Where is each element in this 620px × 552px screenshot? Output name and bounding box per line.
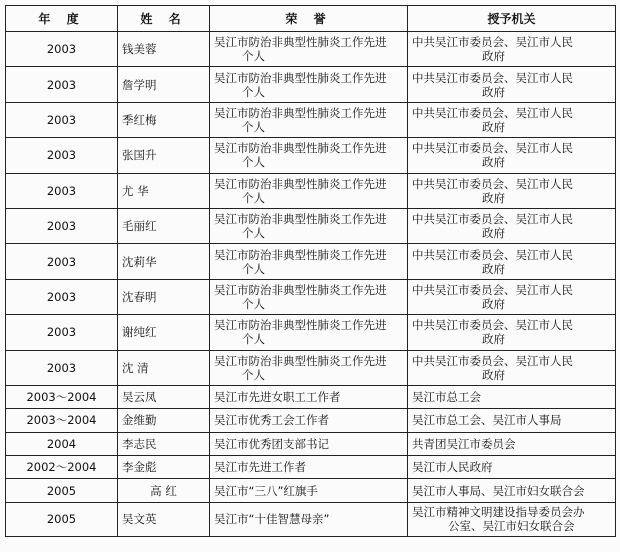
table-row — [6, 315, 616, 350]
cell-name: 尤 华 — [118, 173, 210, 208]
cell-year: 2003 — [6, 102, 118, 137]
cell-name: 季红梅 — [118, 102, 210, 137]
cell-year: 2005 — [6, 479, 118, 502]
org-line-1: 中共吴江市委员会、吴江市人民 — [412, 105, 573, 120]
org-line-2: 政府 — [482, 49, 505, 64]
org-line-2: 政府 — [482, 332, 505, 347]
cell-year: 2002～2004 — [6, 456, 118, 479]
org-line-1: 中共吴江市委员会、吴江市人民 — [412, 318, 573, 333]
cell-year: 2005 — [6, 502, 118, 536]
cell-issuing-authority — [408, 244, 616, 279]
table-row — [6, 432, 616, 455]
cell-honor: 吴江市“三八”红旗手 — [210, 479, 408, 502]
cell-year: 2003 — [6, 315, 118, 350]
honor-line-1: 吴江市防治非典型性肺炎工作先进 — [214, 247, 387, 262]
honor-line-2: 个人 — [242, 261, 265, 276]
cell-issuing-authority — [408, 102, 616, 137]
honor-line-2: 个人 — [242, 119, 265, 134]
honors-table — [5, 5, 616, 537]
org-line-2: 政府 — [482, 226, 505, 241]
cell-name: 谢纯红 — [118, 315, 210, 350]
honor-line-2: 个人 — [242, 49, 265, 64]
cell-issuing-authority: 共青团吴江市委员会 — [408, 432, 616, 455]
cell-issuing-authority: 吴江市总工会、吴江市人事局 — [408, 409, 616, 432]
cell-honor: 吴江市先进女职工工作者 — [210, 385, 408, 408]
honor-line-2: 个人 — [242, 296, 265, 311]
org-line-2: 政府 — [482, 84, 505, 99]
cell-year: 2003 — [6, 244, 118, 279]
table-row — [6, 208, 616, 243]
org-line-2: 政府 — [482, 190, 505, 205]
table-row — [6, 102, 616, 137]
org-line-1: 中共吴江市委员会、吴江市人民 — [412, 353, 573, 368]
org-line-1: 吴江市精神文明建设指导委员会办 — [412, 505, 585, 520]
table-row — [6, 385, 616, 408]
org-line-1: 中共吴江市委员会、吴江市人民 — [412, 141, 573, 156]
honor-line-1: 吴江市防治非典型性肺炎工作先进 — [214, 212, 387, 227]
table-header-row — [6, 6, 616, 32]
cell-honor — [210, 315, 408, 350]
cell-year: 2003 — [6, 32, 118, 67]
cell-year: 2003 — [6, 279, 118, 314]
cell-honor — [210, 67, 408, 102]
cell-year: 2003 — [6, 67, 118, 102]
table-row — [6, 502, 616, 536]
org-line-1: 中共吴江市委员会、吴江市人民 — [412, 176, 573, 191]
cell-name: 沈 清 — [118, 350, 210, 385]
table-row — [6, 456, 616, 479]
cell-issuing-authority: 吴江市人民政府 — [408, 456, 616, 479]
cell-honor: 吴江市优秀工会工作者 — [210, 409, 408, 432]
cell-name: 沈莉华 — [118, 244, 210, 279]
cell-issuing-authority — [408, 173, 616, 208]
table-row — [6, 350, 616, 385]
cell-honor — [210, 138, 408, 173]
cell-honor — [210, 32, 408, 67]
honor-line-2: 个人 — [242, 332, 265, 347]
cell-issuing-authority — [408, 350, 616, 385]
cell-honor — [210, 279, 408, 314]
table-row — [6, 32, 616, 67]
cell-issuing-authority: 吴江市人事局、吴江市妇女联合会 — [408, 479, 616, 502]
org-line-2: 政府 — [482, 296, 505, 311]
honor-line-1: 吴江市防治非典型性肺炎工作先进 — [214, 35, 387, 50]
table-row — [6, 279, 616, 314]
header-year: 年 度 — [6, 6, 118, 32]
cell-name: 金维勤 — [118, 409, 210, 432]
org-line-1: 中共吴江市委员会、吴江市人民 — [412, 212, 573, 227]
cell-issuing-authority — [408, 315, 616, 350]
cell-issuing-authority — [408, 138, 616, 173]
honor-line-2: 个人 — [242, 367, 265, 382]
table-row — [6, 409, 616, 432]
header-name: 姓 名 — [118, 6, 210, 32]
cell-issuing-authority: 吴江市总工会 — [408, 385, 616, 408]
cell-issuing-authority — [408, 502, 616, 536]
cell-honor — [210, 102, 408, 137]
org-line-2: 政府 — [482, 261, 505, 276]
cell-name: 詹学明 — [118, 67, 210, 102]
cell-year: 2003～2004 — [6, 385, 118, 408]
cell-year: 2004 — [6, 432, 118, 455]
table-row — [6, 67, 616, 102]
cell-name: 吴云凤 — [118, 385, 210, 408]
honor-line-2: 个人 — [242, 84, 265, 99]
honor-line-1: 吴江市防治非典型性肺炎工作先进 — [214, 105, 387, 120]
cell-year: 2003 — [6, 173, 118, 208]
cell-honor — [210, 173, 408, 208]
cell-name: 李志民 — [118, 432, 210, 455]
cell-honor: 吴江市先进工作者 — [210, 456, 408, 479]
org-line-2: 政府 — [482, 367, 505, 382]
honor-line-2: 个人 — [242, 155, 265, 170]
honor-line-2: 个人 — [242, 190, 265, 205]
table-row — [6, 244, 616, 279]
cell-honor: 吴江市“十佳智慧母亲” — [210, 502, 408, 536]
honor-line-2: 个人 — [242, 226, 265, 241]
cell-name: 毛丽红 — [118, 208, 210, 243]
cell-name: 李金彪 — [118, 456, 210, 479]
org-line-1: 中共吴江市委员会、吴江市人民 — [412, 70, 573, 85]
cell-issuing-authority — [408, 32, 616, 67]
honor-line-1: 吴江市防治非典型性肺炎工作先进 — [214, 70, 387, 85]
cell-year: 2003～2004 — [6, 409, 118, 432]
header-issuing-authority: 授予机关 — [408, 6, 616, 32]
cell-year: 2003 — [6, 350, 118, 385]
cell-name: 钱美蓉 — [118, 32, 210, 67]
org-line-2: 公室、吴江市妇女联合会 — [448, 519, 575, 534]
cell-name: 沈春明 — [118, 279, 210, 314]
cell-year: 2003 — [6, 208, 118, 243]
cell-name: 张国升 — [118, 138, 210, 173]
honor-line-1: 吴江市防治非典型性肺炎工作先进 — [214, 318, 387, 333]
table-row — [6, 479, 616, 502]
cell-name: 高 红 — [118, 479, 210, 502]
cell-name: 吴文英 — [118, 502, 210, 536]
cell-honor — [210, 208, 408, 243]
honor-line-1: 吴江市防治非典型性肺炎工作先进 — [214, 282, 387, 297]
cell-honor — [210, 244, 408, 279]
org-line-1: 中共吴江市委员会、吴江市人民 — [412, 35, 573, 50]
table-row — [6, 173, 616, 208]
honor-line-1: 吴江市防治非典型性肺炎工作先进 — [214, 353, 387, 368]
org-line-1: 中共吴江市委员会、吴江市人民 — [412, 282, 573, 297]
org-line-1: 中共吴江市委员会、吴江市人民 — [412, 247, 573, 262]
cell-honor: 吴江市优秀团支部书记 — [210, 432, 408, 455]
table-row — [6, 138, 616, 173]
cell-issuing-authority — [408, 279, 616, 314]
honor-line-1: 吴江市防治非典型性肺炎工作先进 — [214, 141, 387, 156]
cell-year: 2003 — [6, 138, 118, 173]
org-line-2: 政府 — [482, 119, 505, 134]
cell-issuing-authority — [408, 208, 616, 243]
honor-line-1: 吴江市防治非典型性肺炎工作先进 — [214, 176, 387, 191]
cell-honor — [210, 350, 408, 385]
cell-issuing-authority — [408, 67, 616, 102]
header-honor: 荣 誉 — [210, 6, 408, 32]
org-line-2: 政府 — [482, 155, 505, 170]
